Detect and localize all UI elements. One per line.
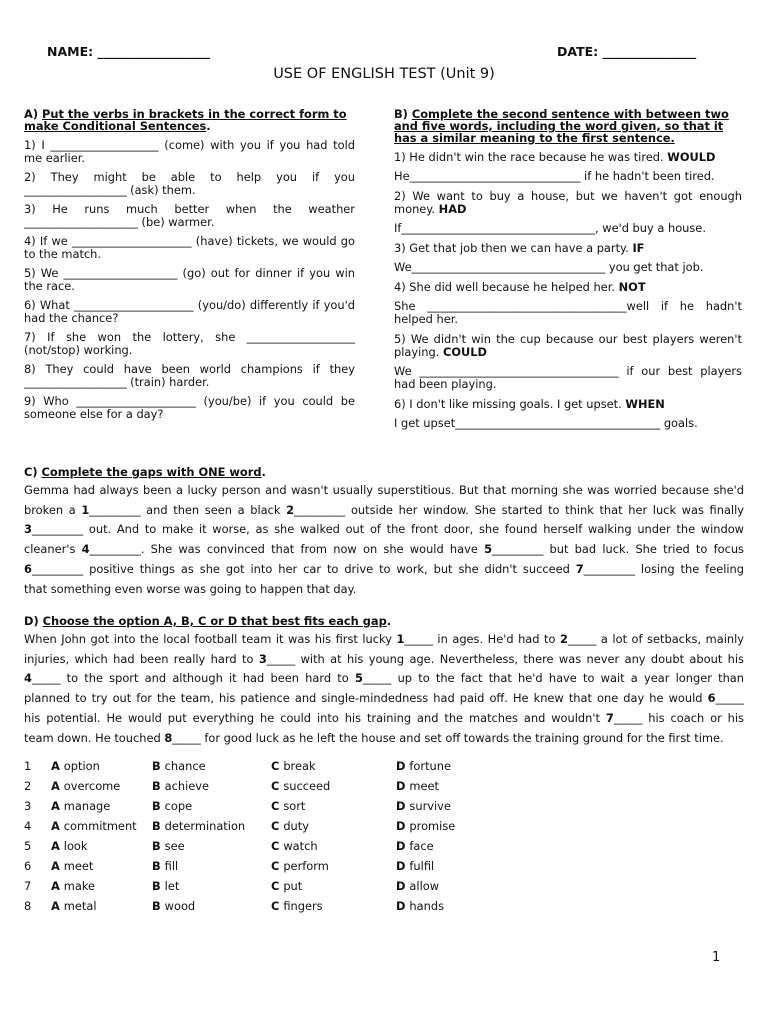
section-b-sentence — [394, 242, 742, 255]
section-a-item[interactable]: 2) They might be able to help you if you __________________ (ask) them. — [24, 170, 355, 197]
option-row — [24, 819, 496, 839]
option-d[interactable]: D meet — [396, 779, 439, 793]
option-d[interactable]: D promise — [396, 819, 456, 833]
section-b-sentence-text: 6) I don't like missing goals. I get upset. — [394, 397, 622, 411]
section-c-line[interactable]: 6_________ positive things as she got into her car to drive to work, but she didn't succeed 7_________ losing the feeling — [24, 561, 744, 576]
section-a-item[interactable]: 7) If she won the lottery, she ___________________ (not/stop) working. — [24, 330, 355, 357]
option-c[interactable]: C duty — [271, 819, 309, 833]
option-number: 6 — [24, 859, 32, 873]
option-b[interactable]: B see — [152, 839, 185, 853]
date-blank[interactable]: _______________ — [602, 44, 697, 59]
option-c[interactable]: C fingers — [271, 899, 323, 913]
option-b[interactable]: B fill — [152, 859, 179, 873]
key-word: IF — [632, 241, 645, 255]
option-a[interactable]: A metal — [51, 899, 97, 913]
section-b-sentence — [394, 333, 742, 359]
section-d-heading: D) Choose the option A, B, C or D that best fits each gap. — [24, 614, 392, 628]
option-b[interactable]: B let — [152, 879, 180, 893]
option-c[interactable]: C sort — [271, 799, 306, 813]
section-b-sentence — [394, 151, 742, 164]
section-a-heading: A) Put the verbs in brackets in the correct form to make Conditional Sentences. — [24, 107, 347, 133]
option-c[interactable]: C succeed — [271, 779, 331, 793]
section-b-answer[interactable]: If__________________________________, we'd buy a house. — [394, 221, 706, 235]
section-b-items — [394, 151, 742, 430]
option-a[interactable]: A manage — [51, 799, 111, 813]
options-table — [24, 759, 496, 919]
section-c-line[interactable]: that something even worse was going to happen that day. — [24, 581, 357, 596]
section-b-answer[interactable]: We ___________________________________ if our best players had been playing. — [394, 364, 742, 391]
option-c[interactable]: C perform — [271, 859, 329, 873]
option-number: 4 — [24, 819, 32, 833]
option-row — [24, 839, 496, 859]
option-number: 8 — [24, 899, 32, 913]
section-d — [24, 615, 744, 748]
option-b[interactable]: B cope — [152, 799, 193, 813]
name-blank[interactable]: __________________ — [97, 44, 210, 59]
option-b[interactable]: B chance — [152, 759, 206, 773]
section-c-text — [24, 481, 744, 599]
section-c-line[interactable]: broken a 1_________ and then seen a black 2_________ outside her window. She started to think that her luck was finally — [24, 502, 744, 517]
section-b-sentence-text: 2) We want to buy a house, but we haven't got enough money. — [394, 189, 742, 216]
section-a-item[interactable]: 1) I ___________________ (come) with you if you had told me earlier. — [24, 138, 355, 165]
name-label: NAME: __________________ — [47, 44, 210, 59]
key-word: HAD — [438, 202, 467, 216]
option-row — [24, 899, 496, 919]
section-a — [24, 108, 355, 427]
page-number: 1 — [712, 950, 721, 965]
option-row — [24, 779, 496, 799]
option-c[interactable]: C put — [271, 879, 303, 893]
option-b[interactable]: B achieve — [152, 779, 210, 793]
option-row — [24, 759, 496, 779]
section-b-sentence — [394, 190, 742, 216]
option-number: 3 — [24, 799, 32, 813]
option-a[interactable]: A commitment — [51, 819, 137, 833]
section-d-line[interactable]: team down. He touched 8_____ for good luck as he left the house and set off towards the training ground for the first time. — [24, 730, 724, 745]
section-c-line[interactable]: Gemma had always been a lucky person and wasn't usually superstitious. But that morning she was worried because she'd — [24, 483, 744, 497]
section-c-line[interactable]: 3_________ out. And to make it worse, as she walked out of the front door, she found herself walking under the window — [24, 522, 744, 537]
key-word: NOT — [618, 280, 646, 294]
section-a-item[interactable]: 8) They could have been world champions if they __________________ (train) harder. — [24, 362, 355, 389]
section-b-answer[interactable]: We__________________________________ you get that job. — [394, 260, 704, 274]
section-c-line[interactable]: cleaner's 4_________. She was convinced that from now on she would have 5_________ but bad luck. She tried to focus — [24, 542, 744, 557]
option-d[interactable]: D survive — [396, 799, 451, 813]
section-b-sentence — [394, 398, 742, 411]
option-b[interactable]: B wood — [152, 899, 196, 913]
section-d-text — [24, 630, 744, 748]
option-b[interactable]: B determination — [152, 819, 246, 833]
option-number: 7 — [24, 879, 32, 893]
section-a-item[interactable]: 9) Who _____________________ (you/be) if you could be someone else for a day? — [24, 394, 355, 421]
section-a-items — [24, 139, 355, 421]
section-d-line[interactable]: his potential. He would put everything he could into his training and the matches and wouldn't 7_____ his coach or his — [24, 710, 744, 725]
key-word: COULD — [442, 345, 487, 359]
option-d[interactable]: D allow — [396, 879, 440, 893]
option-number: 2 — [24, 779, 32, 793]
option-row — [24, 879, 496, 899]
section-b-answer[interactable]: He______________________________ if he hadn't been tired. — [394, 169, 715, 183]
option-a[interactable]: A make — [51, 879, 96, 893]
section-d-line[interactable]: planned to try out for the team, his patience and single-mindedness had paid off. He knew that one day he would 6_____ — [24, 691, 744, 706]
section-b-heading: B) Complete the second sentence with between two and five words, including the word given, so that it has a similar meaning to the first sentence. — [394, 107, 729, 145]
key-word: WHEN — [625, 397, 665, 411]
section-b-answer[interactable]: She ___________________________________well if he hadn't helped her. — [394, 299, 742, 326]
section-a-item[interactable]: 5) We ____________________ (go) out for dinner if you win the race. — [24, 266, 355, 293]
section-b-sentence — [394, 281, 742, 294]
option-c[interactable]: C watch — [271, 839, 318, 853]
page-title: USE OF ENGLISH TEST (Unit 9) — [273, 66, 495, 82]
option-a[interactable]: A look — [51, 839, 88, 853]
option-c[interactable]: C break — [271, 759, 316, 773]
section-a-item[interactable]: 6) What _____________________ (you/do) differently if you'd had the chance? — [24, 298, 355, 325]
date-label: DATE: _______________ — [557, 44, 697, 59]
section-d-line[interactable]: 4_____ to the sport and although it had been hard to 5_____ up to the fact that he'd have to wait a year longer than — [24, 671, 744, 686]
section-d-line[interactable]: injuries, which had been really hard to 3_____ with at his young age. Nevertheless, there was never any doubt about his — [24, 651, 744, 666]
section-c — [24, 466, 744, 599]
section-a-item[interactable]: 4) If we _____________________ (have) tickets, we would go to the match. — [24, 234, 355, 261]
section-d-line[interactable]: When John got into the local football team it was his first lucky 1_____ in ages. He'd had to 2_____ a lot of setbacks, mainly — [24, 632, 744, 646]
option-row — [24, 859, 496, 879]
section-b-sentence-text: 4) She did well because he helped her. — [394, 280, 615, 294]
option-d[interactable]: D hands — [396, 899, 445, 913]
section-b-sentence-text: 5) We didn't win the cup because our best players weren't playing. — [394, 332, 742, 359]
section-a-item[interactable]: 3) He runs much better when the weather ____________________ (be) warmer. — [24, 202, 355, 229]
option-row — [24, 799, 496, 819]
section-b — [394, 108, 742, 437]
section-b-answer[interactable]: I get upset____________________________________ goals. — [394, 416, 698, 430]
option-d[interactable]: D fulfil — [396, 859, 435, 873]
option-d[interactable]: D fortune — [396, 759, 451, 773]
option-number: 5 — [24, 839, 32, 853]
key-word: WOULD — [667, 150, 716, 164]
option-number: 1 — [24, 759, 32, 773]
option-a[interactable]: A overcome — [51, 779, 121, 793]
option-d[interactable]: D face — [396, 839, 434, 853]
section-c-heading: C) Complete the gaps with ONE word. — [24, 465, 266, 479]
option-a[interactable]: A meet — [51, 859, 94, 873]
section-b-sentence-text: 3) Get that job then we can have a party. — [394, 241, 629, 255]
option-a[interactable]: A option — [51, 759, 100, 773]
section-b-sentence-text: 1) He didn't win the race because he was tired. — [394, 150, 664, 164]
